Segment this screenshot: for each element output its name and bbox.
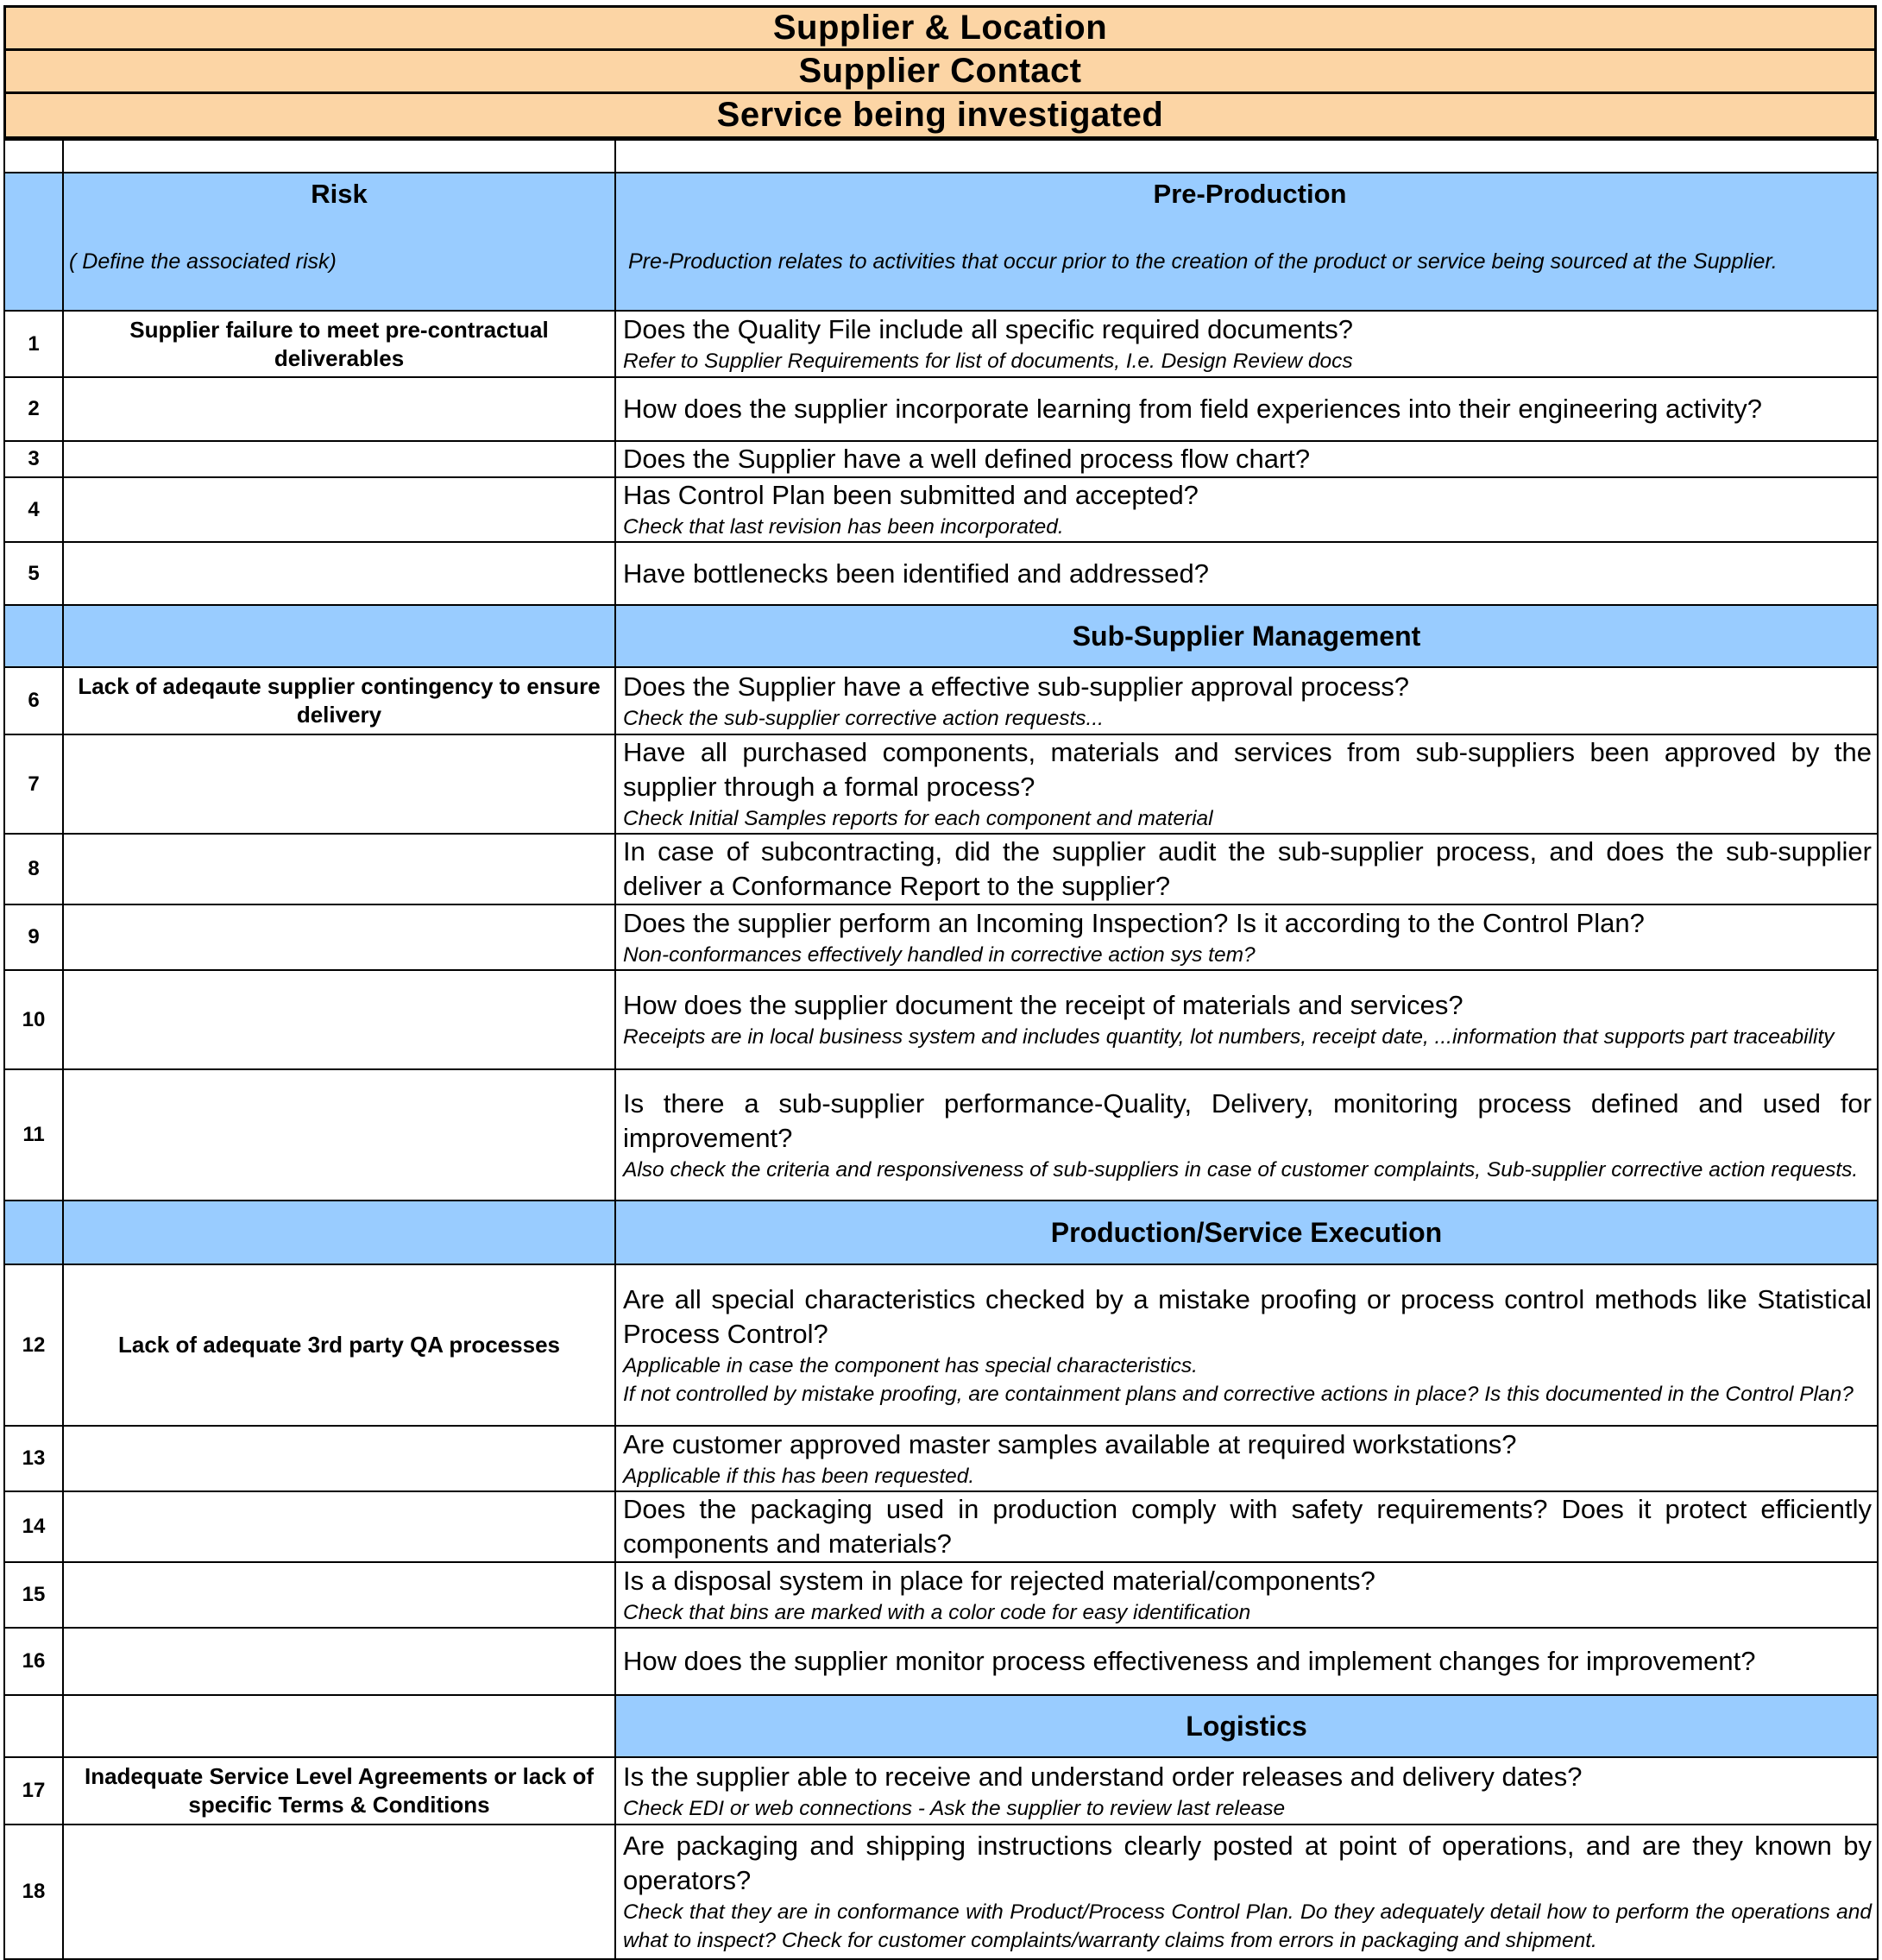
section-production-cell bbox=[615, 1201, 1878, 1264]
risk-cell: Lack of adequate 3rd party QA processes bbox=[63, 1264, 615, 1426]
question-cell bbox=[615, 542, 1878, 605]
question-note-2: If not controlled by mistake proofing, are containment plans and corrective actions in place? Is this documented in the Control Plan? bbox=[623, 1382, 1854, 1406]
question-note: Also check the criteria and responsiveness of sub-suppliers in case of customer complaints, Sub-supplier corrective action requests. bbox=[623, 1157, 1859, 1182]
table-row bbox=[4, 667, 1878, 734]
table-row bbox=[4, 834, 1878, 904]
audit-sheet bbox=[3, 5, 1877, 1960]
question-note: Non-conformances effectively handled in corrective action sys tem? bbox=[623, 942, 1256, 967]
table-row bbox=[4, 734, 1878, 834]
risk-cell bbox=[63, 904, 615, 970]
question-text: Does the Supplier have a well defined process flow chart? bbox=[623, 444, 1311, 474]
question-cell bbox=[615, 667, 1878, 734]
supplier-contact-band: Supplier Contact bbox=[3, 48, 1877, 91]
row-number: 5 bbox=[4, 542, 63, 605]
question-cell bbox=[615, 441, 1878, 477]
risk-cell bbox=[63, 834, 615, 904]
row-number: 15 bbox=[4, 1562, 63, 1628]
risk-cell bbox=[63, 1491, 615, 1562]
risk-cell bbox=[63, 477, 615, 542]
question-text: Is there a sub-supplier performance-Quality, Delivery, monitoring process defined and used for improvement? bbox=[623, 1087, 1872, 1153]
table-row bbox=[4, 1491, 1878, 1562]
row-number: 8 bbox=[4, 834, 63, 904]
risk-cell: Lack of adeqaute supplier contingency to ensure delivery bbox=[63, 667, 615, 734]
risk-header-cell bbox=[63, 173, 615, 311]
section-num-cell bbox=[4, 1695, 63, 1757]
risk-cell bbox=[63, 542, 615, 605]
preproduction-header-cell bbox=[615, 173, 1878, 311]
question-cell bbox=[615, 1562, 1878, 1628]
question-cell bbox=[615, 970, 1878, 1069]
row-number: 4 bbox=[4, 477, 63, 542]
question-cell bbox=[615, 1491, 1878, 1562]
risk-subtitle: ( Define the associated risk) bbox=[69, 249, 337, 274]
section-risk-cell bbox=[63, 1695, 615, 1757]
section-logistics-title: Logistics bbox=[1186, 1710, 1307, 1742]
row-number: 11 bbox=[4, 1069, 63, 1201]
question-cell bbox=[615, 1264, 1878, 1426]
question-text: How does the supplier incorporate learning from field experiences into their engineering activity? bbox=[623, 394, 1762, 424]
row-number: 18 bbox=[4, 1825, 63, 1959]
question-note: Receipts are in local business system and includes quantity, lot numbers, receipt date, ...information that supports part traceability bbox=[623, 1025, 1835, 1049]
table-row bbox=[4, 441, 1878, 477]
question-text: Has Control Plan been submitted and accepted? bbox=[623, 480, 1199, 510]
question-note: Check Initial Samples reports for each component and material bbox=[623, 807, 1213, 830]
question-cell bbox=[615, 377, 1878, 441]
table-row bbox=[4, 1825, 1878, 1959]
question-note: Check that bins are marked with a color code for easy identification bbox=[623, 1600, 1251, 1624]
row-number: 13 bbox=[4, 1426, 63, 1491]
supplier-location-band: Supplier & Location bbox=[3, 5, 1877, 48]
question-note: Check EDI or web connections - Ask the supplier to review last release bbox=[623, 1796, 1286, 1820]
table-row bbox=[4, 311, 1878, 377]
table-row bbox=[4, 1562, 1878, 1628]
risk-title: Risk bbox=[311, 179, 368, 209]
audit-table bbox=[3, 139, 1879, 1960]
row-number: 17 bbox=[4, 1757, 63, 1825]
question-text: Does the packaging used in production comply with safety requirements? Does it protect efficiently components and materials? bbox=[623, 1494, 1872, 1559]
section-sub-supplier-cell bbox=[615, 605, 1878, 667]
service-band: Service being investigated bbox=[3, 91, 1877, 139]
question-cell bbox=[615, 1426, 1878, 1491]
column-header-row bbox=[4, 173, 1878, 311]
table-row bbox=[4, 904, 1878, 970]
risk-cell: Inadequate Service Level Agreements or lack of specific Terms & Conditions bbox=[63, 1757, 615, 1825]
question-text: In case of subcontracting, did the supplier audit the sub-supplier process, and does the sub-supplier deliver a Conformance Report to the supplier? bbox=[623, 836, 1872, 901]
section-risk-cell bbox=[63, 1201, 615, 1264]
question-text: Does the supplier perform an Incoming Inspection? Is it according to the Control Plan? bbox=[623, 907, 1645, 938]
row-number: 2 bbox=[4, 377, 63, 441]
table-row bbox=[4, 477, 1878, 542]
question-text: Are all special characteristics checked by a mistake proofing or process control methods like Statistical Process Control? bbox=[623, 1283, 1872, 1349]
row-number: 9 bbox=[4, 904, 63, 970]
section-logistics-row bbox=[4, 1695, 1878, 1757]
risk-cell bbox=[63, 734, 615, 834]
question-text: Does the Supplier have a effective sub-supplier approval process? bbox=[623, 671, 1410, 702]
question-note: Applicable if this has been requested. bbox=[623, 1464, 975, 1488]
question-note: Check that they are in conformance with Product/Process Control Plan. Do they adequately detail how to perform the operations and what to inspect? Check for customer complaints/warranty claims from errors in packaging and shipment. bbox=[623, 1900, 1872, 1952]
question-cell bbox=[615, 904, 1878, 970]
risk-cell bbox=[63, 1562, 615, 1628]
risk-cell bbox=[63, 377, 615, 441]
row-number: 1 bbox=[4, 311, 63, 377]
table-row bbox=[4, 1069, 1878, 1201]
question-text: How does the supplier document the receipt of materials and services? bbox=[623, 990, 1463, 1020]
row-number: 14 bbox=[4, 1491, 63, 1562]
question-cell bbox=[615, 1825, 1878, 1959]
question-cell bbox=[615, 1069, 1878, 1201]
row-number: 16 bbox=[4, 1628, 63, 1695]
question-text: Are customer approved master samples available at required workstations? bbox=[623, 1428, 1517, 1459]
question-text: How does the supplier monitor process effectiveness and implement changes for improvement? bbox=[623, 1646, 1756, 1676]
risk-cell bbox=[63, 1628, 615, 1695]
question-text: Are packaging and shipping instructions clearly posted at point of operations, and are they known by operators? bbox=[623, 1831, 1872, 1895]
spacer-row bbox=[4, 140, 1878, 173]
question-text: Have all purchased components, materials and services from sub-suppliers been approved by the supplier through a formal process? bbox=[623, 737, 1872, 802]
question-note: Check that last revision has been incorporated. bbox=[623, 515, 1064, 539]
table-row bbox=[4, 1628, 1878, 1695]
table-row bbox=[4, 1757, 1878, 1825]
table-row bbox=[4, 1426, 1878, 1491]
row-number: 10 bbox=[4, 970, 63, 1069]
section-sub-supplier-title: Sub-Supplier Management bbox=[1072, 620, 1421, 652]
question-text: Does the Quality File include all specific required documents? bbox=[623, 314, 1354, 344]
risk-cell bbox=[63, 970, 615, 1069]
table-row bbox=[4, 1264, 1878, 1426]
question-text: Is the supplier able to receive and understand order releases and delivery dates? bbox=[623, 1761, 1583, 1792]
question-cell bbox=[615, 311, 1878, 377]
table-row bbox=[4, 542, 1878, 605]
question-cell bbox=[615, 734, 1878, 834]
section-logistics-cell bbox=[615, 1695, 1878, 1757]
section-risk-cell bbox=[63, 605, 615, 667]
question-note: Refer to Supplier Requirements for list of documents, I.e. Design Review docs bbox=[623, 350, 1353, 373]
section-production-title: Production/Service Execution bbox=[1050, 1216, 1443, 1248]
section-sub-supplier-row bbox=[4, 605, 1878, 667]
preproduction-title: Pre-Production bbox=[1153, 179, 1347, 209]
table-row bbox=[4, 377, 1878, 441]
question-cell bbox=[615, 477, 1878, 542]
row-number: 3 bbox=[4, 441, 63, 477]
risk-cell: Supplier failure to meet pre-contractual deliverables bbox=[63, 311, 615, 377]
preproduction-subtitle: Pre-Production relates to activities that occur prior to the creation of the product or service being sourced at the Supplier. bbox=[628, 249, 1778, 274]
question-cell bbox=[615, 1757, 1878, 1825]
question-text: Have bottlenecks been identified and addressed? bbox=[623, 558, 1210, 589]
row-number: 7 bbox=[4, 734, 63, 834]
section-num-cell bbox=[4, 1201, 63, 1264]
risk-cell bbox=[63, 441, 615, 477]
question-note: Applicable in case the component has special characteristics. bbox=[623, 1353, 1198, 1377]
row-number: 6 bbox=[4, 667, 63, 734]
risk-cell bbox=[63, 1069, 615, 1201]
row-number: 12 bbox=[4, 1264, 63, 1426]
section-production-row bbox=[4, 1201, 1878, 1264]
section-num-cell bbox=[4, 605, 63, 667]
question-text: Is a disposal system in place for rejected material/components? bbox=[623, 1565, 1375, 1596]
question-cell bbox=[615, 1628, 1878, 1695]
risk-cell bbox=[63, 1825, 615, 1959]
table-row bbox=[4, 970, 1878, 1069]
question-note: Check the sub-supplier corrective action requests... bbox=[623, 706, 1104, 730]
question-cell bbox=[615, 834, 1878, 904]
risk-cell bbox=[63, 1426, 615, 1491]
num-header-cell bbox=[4, 173, 63, 311]
